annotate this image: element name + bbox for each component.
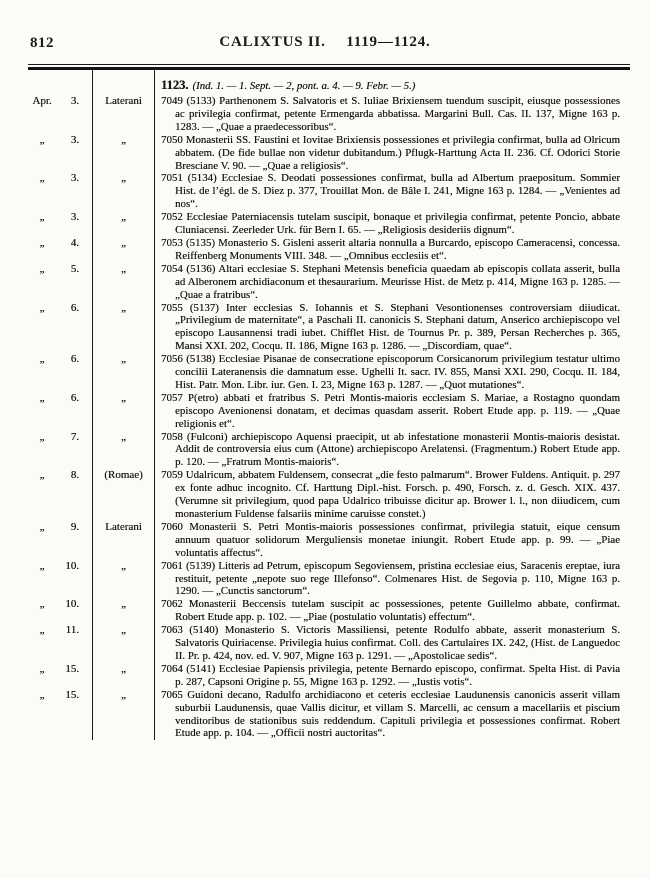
year-heading: [155, 70, 620, 95]
entry-text-cell: [155, 237, 620, 263]
date-cell: [0, 95, 93, 134]
place-name: „: [121, 211, 126, 224]
entry-text: 7052 Ecclesiae Paterniacensis tutelam suscipit, bonaque et privilegia confirmat, petente Poncio, abbate Cluniacensi. Zeerleder Urk. für Bern I. 65. — „Religiosis desideriis dignum“.: [161, 211, 620, 237]
place-name: „: [121, 624, 126, 637]
place-name: „: [121, 598, 126, 611]
entry-text-cell: [155, 663, 620, 689]
date-day: 3.: [70, 211, 79, 224]
date-cell: [0, 211, 93, 237]
date-day: 8.: [70, 469, 79, 482]
date-cell: [0, 237, 93, 263]
date-day: 15.: [65, 662, 79, 675]
entry-text: 7065 Guidoni decano, Radulfo archidiacono et ceteris ecclesiae Laudunensis canonicis asserit villam suburbii Laudunensis, quae Vallis dicitur, et villam S. Marcelli, ac censum a macellariis et piscium venditoribus de stationibus suis reddendum. Capituli privilegia et possessiones confirmat. Robert Etude app. p. 104. — „Officii nostri auctoritas“.: [161, 688, 620, 740]
year-indiction-detail: (Ind. 1. — 1. Sept. — 2, pont. a. 4. — 9. Febr. — 5.): [192, 80, 416, 92]
date-day: 15.: [65, 688, 79, 701]
regesta-entry-row: [0, 211, 620, 237]
running-head: [30, 34, 620, 58]
entry-text-cell: [155, 263, 620, 302]
date-month: „: [39, 133, 45, 146]
date-day: 6.: [70, 353, 79, 366]
place-cell: [93, 172, 155, 211]
date-month: „: [39, 598, 45, 611]
place-cell: [93, 95, 155, 134]
place-name: Laterani: [105, 95, 142, 107]
date-day: 6.: [70, 391, 79, 404]
date-day: 10.: [65, 559, 79, 572]
entry-text-cell: [155, 521, 620, 560]
entry-text-cell: [155, 134, 620, 173]
entry-text-cell: [155, 689, 620, 741]
entry-text-cell: [155, 598, 620, 624]
page-number: 812: [30, 35, 54, 51]
regesta-entry-row: [0, 521, 620, 560]
place-cell: [93, 211, 155, 237]
date-day: 3.: [70, 95, 79, 107]
regesta-entry-row: [0, 469, 620, 521]
entry-text: 7051 (5134) Ecclesiae S. Deodati possessiones confirmat, bulla ad Albertum praepositum. Sommier Hist. de l’égl. de S. Diez p. 377, Trouillat Mon. de Bâle I. 241, Migne 163 p. 1284. — „Venientes ad nos“.: [161, 172, 620, 211]
date-month: „: [39, 391, 45, 404]
year-heading-row: [0, 70, 620, 95]
place-name: Laterani: [105, 520, 142, 533]
entry-text-cell: [155, 211, 620, 237]
place-name: „: [121, 301, 126, 314]
regesta-entry-row: [0, 263, 620, 302]
date-cell: [0, 663, 93, 689]
date-month: „: [39, 236, 45, 249]
date-day: 5.: [70, 262, 79, 275]
place-cell: [93, 598, 155, 624]
place-cell: [93, 663, 155, 689]
date-day: 3.: [70, 133, 79, 146]
place-cell: [93, 689, 155, 741]
place-cell: [93, 469, 155, 521]
regesta-entry-row: [0, 172, 620, 211]
entry-text: 7060 Monasterii S. Petri Montis-maioris possessiones confirmat, privilegia statuit, eique censum annuum quatuor solidorum Merguliensis monetae iniungit. Robert Etude app. p. 99. — „Piae voluntatis affectus“.: [161, 520, 620, 559]
entry-text: 7053 (5135) Monasterio S. Gisleni asserit altaria nonnulla a Burcardo, episcopo Cameracensi, concessa. Reiffenberg Monuments VIII. 348. — „Omnibus ecclesiis et“.: [161, 236, 620, 262]
place-name: „: [121, 559, 126, 572]
place-cell: [93, 431, 155, 470]
date-month: „: [39, 262, 45, 275]
place-cell: [93, 263, 155, 302]
running-title-years: 1119—1124.: [346, 34, 431, 50]
date-cell-empty: [0, 70, 93, 95]
date-day: 4.: [70, 236, 79, 249]
place-cell: [93, 353, 155, 392]
date-day: 10.: [65, 598, 79, 611]
place-name: „: [121, 172, 126, 185]
date-cell: [0, 598, 93, 624]
entry-text: 7055 (5137) Inter ecclesias S. Iohannis et S. Stephani Vesontionenses controversiam diiudicat. „Privilegium de maternitate“, a Paschali II. canonicis S. Stephani datum, Anserico archiepiscopo vel episcopo Lausannensi tradi iubet. Chifflet Hist. de Tournus Pr. p. 389, Persan Recherches p. 365, Mansi XXI. 202, Cocqu. II. 186, Migne 163 p. 1286. — „Discordiam, quae“.: [161, 301, 620, 353]
date-cell: [0, 624, 93, 663]
entry-text-cell: [155, 624, 620, 663]
place-cell: [93, 302, 155, 354]
place-name: „: [121, 430, 126, 443]
year-number: 1123.: [161, 78, 189, 92]
regesta-entry-row: [0, 237, 620, 263]
date-cell: [0, 353, 93, 392]
regesta-entry-row: [0, 431, 620, 470]
entry-text: 7050 Monasterii SS. Faustini et Iovitae Brixiensis possessiones et privilegia confirmat, bulla ad Olricum abbatem. (De fide bullae non videtur dubitandum.) Pflugk-Harttung Acta II. 236. Cf. Odorici Storie Bresciane V. 90. — „Quae a religiosis“.: [161, 133, 620, 172]
entry-text-cell: [155, 95, 620, 134]
date-day: 6.: [70, 301, 79, 314]
date-cell: [0, 302, 93, 354]
entry-text-cell: [155, 172, 620, 211]
place-cell-empty: [93, 70, 155, 95]
place-cell: [93, 521, 155, 560]
date-day: 7.: [70, 430, 79, 443]
date-cell: [0, 392, 93, 431]
date-cell: [0, 560, 93, 599]
date-cell: [0, 431, 93, 470]
entry-text-cell: [155, 353, 620, 392]
place-name: „: [121, 391, 126, 404]
date-month: „: [39, 624, 45, 637]
date-day: 11.: [65, 624, 79, 637]
regesta-entry-row: [0, 624, 620, 663]
date-month: „: [39, 469, 45, 482]
regesta-entry-row: [0, 134, 620, 173]
place-name: „: [121, 353, 126, 366]
entry-text: 7062 Monasterii Beccensis tutelam suscipit ac possessiones, petente Guillelmo abbate, confirmat. Robert Etude app. p. 102. — „Piae (postulatio voluntatis) effectum“.: [161, 598, 620, 624]
entry-text: 7058 (Fulconi) archiepiscopo Aquensi praecipit, ut ab infestatione monasterii Montis-maioris desistat. Addit de controversia eius cum (Attone) archiepiscopo Arelatensi. (Fragmentum.) Robert Etude app. p. 120. — „Fratrum Montis-maioris“.: [161, 430, 620, 469]
entry-text: 7063 (5140) Monasterio S. Victoris Massiliensi, petente Rodulfo abbate, asserit monasterium S. Salvatoris Quiriacense. Privilegia huius confirmat. Coll. des Cartulaires IX. 242, (Hist. de Languedoc II. Pr. p. 424, nov. ed. V. 907, Migne 163 p. 1291. — „Apostolicae sedis“.: [161, 624, 620, 662]
regesta-entry-row: [0, 353, 620, 392]
place-cell: [93, 392, 155, 431]
place-name: „: [121, 688, 126, 701]
regesta-entry-row: [0, 663, 620, 689]
regesta-entry-row: [0, 560, 620, 599]
date-month: „: [39, 301, 45, 314]
place-cell: [93, 560, 155, 599]
regesta-table: [0, 70, 620, 740]
date-month: „: [39, 211, 45, 224]
date-day: 9.: [70, 520, 79, 533]
date-cell: [0, 689, 93, 741]
date-month: „: [39, 520, 45, 533]
place-cell: [93, 237, 155, 263]
entry-text: 7061 (5139) Litteris ad Petrum, episcopum Segoviensem, pristina ecclesiae eius, Saracenis ereptae, iura restituit, petente „nepote suo rege Illefonso“. Colmenares Hist. de Segovia p. 110, Migne 163 p. 1290. — „Cunctis sanctorum“.: [161, 559, 620, 598]
regesta-entry-row: [0, 689, 620, 741]
date-month: „: [39, 559, 45, 572]
date-month: „: [39, 430, 45, 443]
entry-text: 7059 Udalricum, abbatem Fuldensem, consecrat „die festo palmarum“. Brower Fuldens. Antiquit. p. 297 ex fonte adhuc incognito. Cf. Harttung Dipl.-hist. Forsch. p. 490, Forsch. z. d. Gesch. XIX. 437. (Verumne sit privilegium, quod papa Udalrico tribuisse dicitur ap. Brower l. l., non diiudicem, cum monasterium Fuldense falsariis minime caruisse constet.): [161, 469, 620, 520]
place-name: (Romae): [104, 469, 143, 482]
date-cell: [0, 521, 93, 560]
regesta-entry-row: [0, 95, 620, 134]
entry-text: 7054 (5136) Altari ecclesiae S. Stephani Metensis beneficia quaedam ab episcopis collata asserit, bulla ad Alberonem archidiaconum et thesaurarium. Meurisse Hist. de Metz p. 414, Migne 163 p. 1285. — „Quae a fratribus“.: [161, 262, 620, 301]
date-month: „: [39, 172, 45, 185]
date-cell: [0, 134, 93, 173]
place-cell: [93, 134, 155, 173]
date-month: „: [39, 353, 45, 366]
entry-text-cell: [155, 469, 620, 521]
date-month: „: [39, 662, 45, 675]
date-day: 3.: [70, 172, 79, 185]
regesta-entry-row: [0, 302, 620, 354]
place-cell: [93, 624, 155, 663]
entry-text-cell: [155, 560, 620, 599]
entry-text: 7057 P(etro) abbati et fratribus S. Petri Montis-maioris ecclesiam S. Mariae, a Rostagno quondam episcopo Avenionensi donatam, et decimas quasdam asserit. Robert Etude app. p. 119. — „Quae religionis et“.: [161, 391, 620, 430]
entry-text-cell: [155, 302, 620, 354]
running-title: [30, 34, 620, 51]
entry-text: 7049 (5133) Parthenonem S. Salvatoris et S. Iuliae Brixiensem tuendum suscipit, eiusque possessiones ac privilegia confirmat, petente Ermengarda abbatissa. Margarini Bull. Cas. II. 137, Migne 163 p. 1283. — „Quae a praedecessoribus“.: [161, 95, 620, 133]
place-name: „: [121, 133, 126, 146]
entry-text-cell: [155, 431, 620, 470]
place-name: „: [121, 262, 126, 275]
regesta-entry-row: [0, 392, 620, 431]
entry-text: 7064 (5141) Ecclesiae Papiensis privilegia, petente Bernardo episcopo, confirmat. Spelta Hist. di Pavia p. 287, Capsoni Origine p. 55, Migne 163 p. 1292. — „Iustis votis“.: [161, 662, 620, 688]
regesta-entry-row: [0, 598, 620, 624]
date-month: Apr.: [32, 95, 52, 107]
date-cell: [0, 172, 93, 211]
date-cell: [0, 263, 93, 302]
place-name: „: [121, 662, 126, 675]
date-cell: [0, 469, 93, 521]
entry-text-cell: [155, 392, 620, 431]
place-name: „: [121, 236, 126, 249]
entry-text: 7056 (5138) Ecclesiae Pisanae de consecratione episcoporum Corsicanorum privilegium testatur ultimo concilii Lateranensis die damnatum esse. Ughelli It. sacr. IV. 855, Mansi XXI. 290, Cocqu. II. 184, Hist. Patr. Mon. Libr. iur. Gen. I. 23, Migne 163 p. 1287. — „Quot mutationes“.: [161, 353, 620, 391]
running-title-name: CALIXTUS II.: [219, 34, 326, 50]
date-month: „: [39, 688, 45, 701]
